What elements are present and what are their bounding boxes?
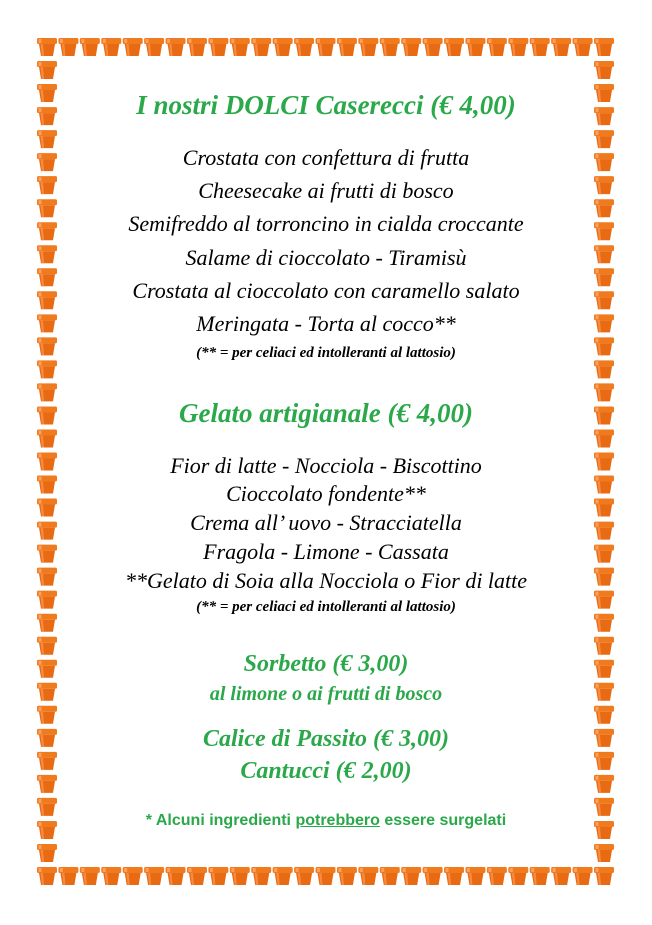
- dolci-item: Crostata con confettura di frutta: [182, 145, 470, 170]
- gelato-item: Fior di latte - Nocciola - Biscottino: [170, 453, 482, 478]
- dolci-item: Semifreddo al torroncino in cialda croccante: [128, 211, 524, 236]
- gelato-item: **Gelato di Soia alla Nocciola o Fior di latte: [124, 568, 528, 593]
- gelato-item: Cioccolato fondente**: [226, 481, 426, 506]
- sorbetto-title: Sorbetto (€ 3,00): [243, 651, 409, 677]
- dolci-item: Cheesecake ai frutti di bosco: [198, 178, 454, 203]
- gelato-item: Fragola - Limone - Cassata: [203, 539, 449, 564]
- dolci-note: (** = per celiaci ed intolleranti al lattosio): [196, 345, 456, 361]
- gelato-title: Gelato artigianale (€ 4,00): [179, 398, 473, 428]
- passito-title: Calice di Passito (€ 3,00): [203, 726, 449, 752]
- gelato-item: Crema all’ uovo - Stracciatella: [190, 510, 462, 535]
- dolci-item: Crostata al cioccolato con caramello salato: [132, 278, 520, 303]
- gelato-note: (** = per celiaci ed intolleranti al lattosio): [196, 599, 456, 615]
- footer-prefix: * Alcuni ingredienti: [145, 812, 296, 829]
- dolci-title: I nostri DOLCI Caserecci (€ 4,00): [136, 90, 516, 120]
- dolci-item: Salame di cioccolato - Tiramisù: [185, 245, 467, 270]
- cantucci-title: Cantucci (€ 2,00): [240, 758, 412, 784]
- footer-underlined: potrebbero: [295, 812, 380, 829]
- footer-suffix: essere surgelati: [379, 812, 507, 829]
- sorbetto-subtitle: al limone o ai frutti di bosco: [209, 683, 443, 705]
- footer-note: [70, 813, 582, 829]
- dolci-item: Meringata - Torta al cocco**: [196, 311, 456, 336]
